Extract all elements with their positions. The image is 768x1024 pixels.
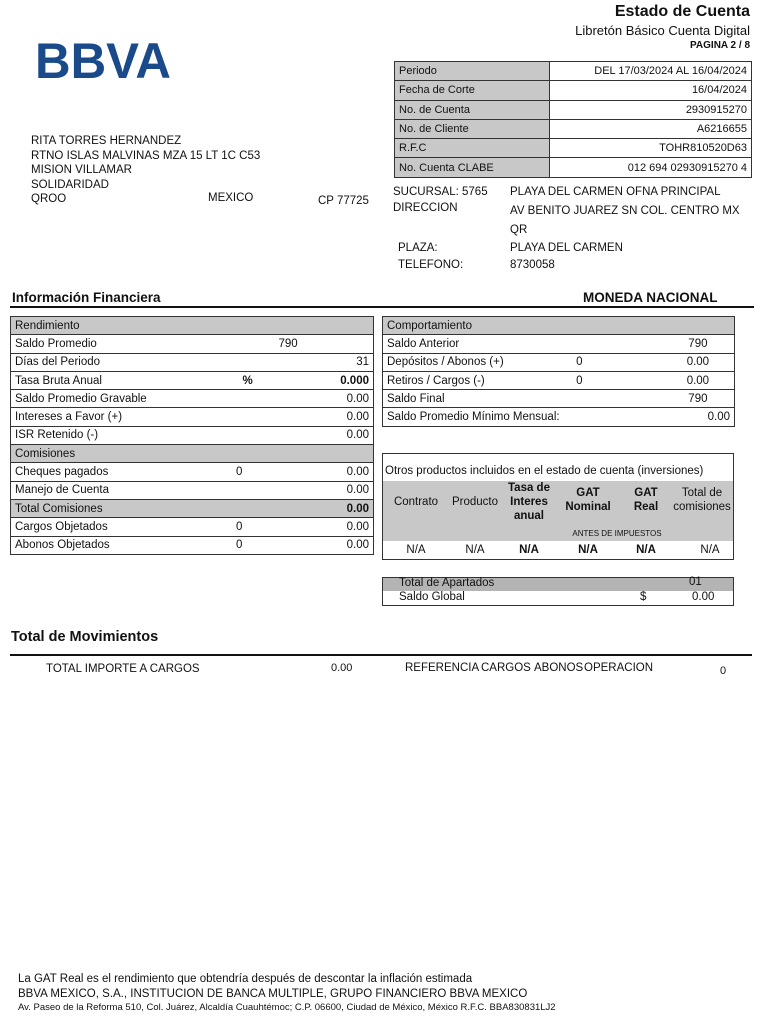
col-contrato: Contrato [393, 496, 439, 508]
table-row [11, 317, 374, 335]
abonos-objetados-label: Abonos Objetados [11, 536, 221, 554]
table-row [11, 371, 374, 389]
table-row [395, 119, 752, 138]
col-gat-real: GAT Real [633, 487, 659, 513]
na-total-comisiones: N/A [700, 544, 720, 556]
customer-name: RITA TORRES HERNANDEZ [31, 135, 182, 147]
abonos-header: ABONOS [534, 662, 584, 674]
product-name: Libretón Básico Cuenta Digital [575, 23, 750, 38]
account-info-table [394, 61, 752, 178]
rfc-value: TOHR810520D63 [550, 139, 752, 158]
na-tasa: N/A [519, 544, 539, 556]
antes-impuestos: ANTES DE IMPUESTOS [572, 529, 662, 538]
rendimiento-header: Rendimiento [11, 317, 374, 335]
page-number: PAGINA 2 / 8 [689, 40, 750, 51]
rendimiento-table [10, 316, 374, 555]
saldo-gravable-value: 0.00 [302, 390, 374, 408]
movimientos-count: 0 [720, 665, 727, 677]
table-row [11, 499, 374, 517]
retiros-value: 0.00 [662, 371, 735, 389]
tasa-label: Tasa Bruta Anual % [11, 371, 221, 389]
cargos-objetados-count: 0 [220, 518, 302, 536]
table-row [11, 536, 374, 554]
plaza-label: PLAZA: [398, 242, 438, 254]
total-apartados-value: 01 [689, 576, 702, 588]
cargos-header: CARGOS [481, 662, 531, 674]
cliente-value: A6216655 [550, 119, 752, 138]
abonos-objetados-value: 0.00 [302, 536, 374, 554]
table-row [11, 408, 374, 426]
other-products-title: Otros productos incluidos en el estado de cuenta (inversiones) [385, 465, 704, 477]
table-row [11, 390, 374, 408]
table-row [11, 445, 374, 463]
depositos-count: 0 [572, 353, 662, 371]
fecha-corte-label: Fecha de Corte [395, 81, 550, 100]
company-address: Av. Paseo de la Reforma 510, Col. Juárez, Alcaldía Cuauhtémoc; C.P. 06600, Ciudad de México, México R.F.C. BBA830831LJ2 [18, 1002, 556, 1013]
rfc-label: R.F.C [395, 139, 550, 158]
table-row [11, 518, 374, 536]
depositos-value: 0.00 [662, 353, 735, 371]
saldo-global-value: 0.00 [692, 591, 715, 603]
cheques-label: Cheques pagados [11, 463, 221, 481]
section-divider [10, 306, 754, 308]
company-name: BBVA MEXICO, S.A., INSTITUCION DE BANCA MULTIPLE, GRUPO FINANCIERO BBVA MEXICO [18, 988, 528, 1000]
saldo-anterior-value: 790 [662, 335, 735, 353]
cuenta-label: No. de Cuenta [395, 100, 550, 119]
saldo-anterior-label: Saldo Anterior [383, 335, 573, 353]
cargos-objetados-value: 0.00 [302, 518, 374, 536]
saldo-final-label: Saldo Final [383, 390, 573, 408]
abonos-objetados-count: 0 [220, 536, 302, 554]
table-row [395, 62, 752, 81]
comportamiento-table [382, 316, 735, 427]
customer-state: QROO [31, 193, 67, 205]
depositos-label: Depósitos / Abonos (+) [383, 353, 573, 371]
address-line: MISION VILLAMAR [31, 164, 132, 176]
logo-text: BBVA [35, 34, 171, 82]
table-row [383, 408, 735, 426]
periodo-value: DEL 17/03/2024 AL 16/04/2024 [550, 62, 752, 81]
address-line: SOLIDARIDAD [31, 178, 109, 191]
intereses-value: 0.00 [302, 408, 374, 426]
col-total-comisiones: Total de comisiones [673, 487, 731, 513]
clabe-label: No. Cuenta CLABE [395, 158, 550, 177]
na-gat-nominal: N/A [578, 544, 598, 556]
saldo-promedio-value: 790 [220, 335, 302, 353]
gat-note: La GAT Real es el rendimiento que obtendría después de descontar la inflación estimada [18, 973, 473, 985]
direccion-line: AV BENITO JUAREZ SN COL. CENTRO MX [510, 205, 740, 217]
plaza-value: PLAYA DEL CARMEN [510, 242, 623, 254]
table-row [395, 158, 752, 177]
table-row [11, 353, 374, 371]
total-apartados-label: Total de Apartados [399, 577, 495, 589]
col-gat-nominal: GAT Nominal [565, 487, 611, 513]
intereses-label: Intereses a Favor (+) [11, 408, 221, 426]
tasa-value: 0.000 [302, 371, 374, 389]
saldo-minimo-value: 0.00 [662, 408, 735, 426]
financial-section-title: Información Financiera [12, 290, 161, 305]
dias-label: Días del Periodo [11, 353, 221, 371]
bbva-logo [35, 34, 175, 82]
currency-label: MONEDA NACIONAL [583, 290, 718, 305]
customer-address [31, 134, 260, 192]
manejo-value: 0.00 [302, 481, 374, 499]
table-row [11, 335, 374, 353]
sucursal-label: SUCURSAL: 5765 [393, 186, 488, 198]
operacion-header: OPERACION [584, 662, 654, 674]
table-row [395, 100, 752, 119]
table-row [395, 139, 752, 158]
comisiones-header: Comisiones [11, 445, 374, 463]
total-cargos-label: TOTAL IMPORTE A CARGOS [46, 663, 200, 675]
retiros-label: Retiros / Cargos (-) [383, 371, 573, 389]
telefono-value: 8730058 [510, 259, 555, 271]
customer-country: MEXICO [208, 192, 254, 204]
total-comisiones-value: 0.00 [302, 499, 374, 517]
other-products-header [383, 481, 733, 541]
fecha-corte-value: 16/04/2024 [550, 81, 752, 100]
table-row [11, 426, 374, 444]
manejo-label: Manejo de Cuenta [11, 481, 221, 499]
customer-cp: CP 77725 [318, 195, 369, 207]
table-row [11, 481, 374, 499]
saldo-global-label: Saldo Global [399, 591, 465, 603]
movimientos-title: Total de Movimientos [11, 629, 159, 645]
sucursal-name: PLAYA DEL CARMEN OFNA PRINCIPAL [510, 186, 721, 198]
cuenta-value: 2930915270 [550, 100, 752, 119]
saldo-gravable-label: Saldo Promedio Gravable [11, 390, 221, 408]
table-row [11, 463, 374, 481]
saldo-promedio-label: Saldo Promedio [11, 335, 221, 353]
currency-symbol: $ [640, 591, 647, 603]
comportamiento-header: Comportamiento [383, 317, 735, 335]
retiros-count: 0 [572, 371, 662, 389]
table-row [383, 317, 735, 335]
na-gat-real: N/A [636, 544, 656, 556]
clabe-value: 012 694 02930915270 4 [550, 158, 752, 177]
cargos-objetados-label: Cargos Objetados [11, 518, 221, 536]
total-cargos-value: 0.00 [331, 662, 353, 674]
dias-value: 31 [302, 353, 374, 371]
col-producto: Producto [451, 496, 499, 508]
percent-sign: % [242, 374, 253, 387]
referencia-header: REFERENCIA [405, 662, 480, 674]
cheques-count: 0 [220, 463, 302, 481]
direccion-label: DIRECCION [393, 202, 458, 214]
movimientos-divider [10, 654, 752, 656]
cliente-label: No. de Cliente [395, 119, 550, 138]
table-row [383, 371, 735, 389]
telefono-label: TELEFONO: [398, 259, 464, 271]
table-row [383, 353, 735, 371]
cheques-value: 0.00 [302, 463, 374, 481]
table-row [383, 335, 735, 353]
saldo-minimo-label: Saldo Promedio Mínimo Mensual: [383, 408, 662, 426]
isr-value: 0.00 [302, 426, 374, 444]
total-comisiones-label: Total Comisiones [11, 499, 221, 517]
saldo-final-value: 790 [662, 390, 735, 408]
table-row [383, 390, 735, 408]
na-contrato: N/A [406, 544, 426, 556]
table-row [395, 81, 752, 100]
direccion-line: QR [510, 224, 528, 236]
isr-label: ISR Retenido (-) [11, 426, 221, 444]
col-tasa: Tasa de Interes anual [508, 482, 550, 522]
statement-title: Estado de Cuenta [614, 3, 750, 20]
na-producto: N/A [465, 544, 485, 556]
address-line: RTNO ISLAS MALVINAS MZA 15 LT 1C C53 [31, 149, 261, 162]
periodo-label: Periodo [395, 62, 550, 81]
